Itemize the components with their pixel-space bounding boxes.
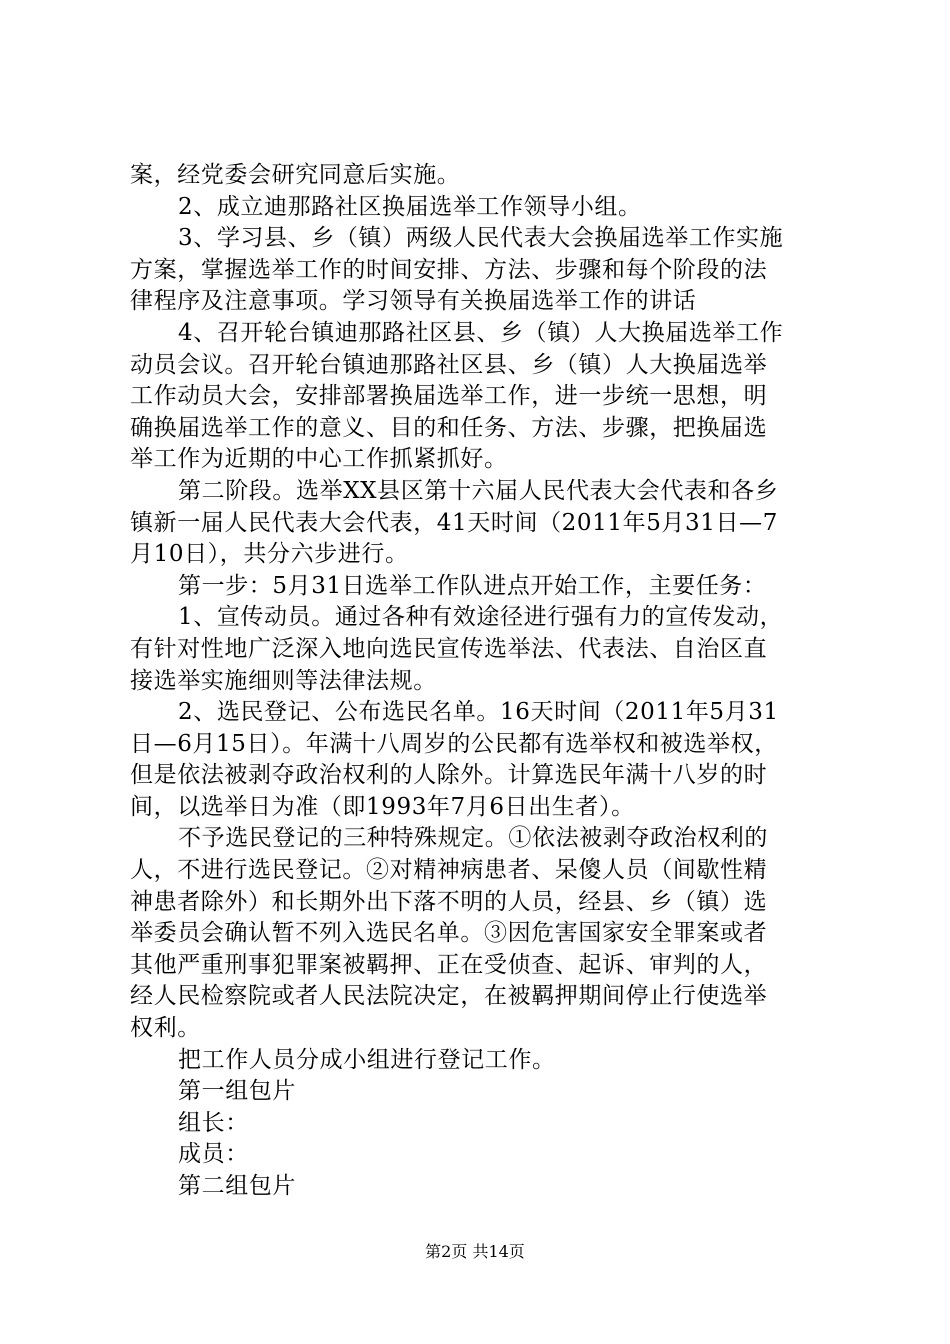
text-line: 第一步：5月31日选举工作队进点开始工作，主要任务： (178, 572, 767, 599)
page-number-footer: 第2页 共14页 (425, 1242, 525, 1261)
text-line: 经人民检察院或者人民法院决定，在被羁押期间停止行使选举 (130, 983, 768, 1010)
text-line: 月10日），共分六步进行。 (130, 541, 409, 568)
text-line: 但是依法被剥夺政治权利的人除外。计算选民年满十八岁的时 (130, 762, 768, 789)
text-line: 把工作人员分成小组进行登记工作。 (178, 1046, 556, 1073)
text-line: 接选举实施细则等法律法规。 (130, 667, 437, 694)
text-line: 案，经党委会研究同意后实施。 (130, 162, 461, 188)
text-line: 镇新一届人民代表大会代表，41天时间（2011年5月31日—7 (130, 509, 778, 536)
text-line: 3、学习县、乡（镇）两级人民代表大会换届选举工作实施 (178, 225, 784, 252)
document-body (130, 160, 830, 1203)
text-line: 其他严重刑事犯罪案被羁押、正在受侦查、起诉、审判的人， (130, 951, 768, 978)
text-line: 第二阶段。选举XX县区第十六届人民代表大会代表和各乡 (178, 477, 779, 504)
text-line: 人，不进行选民登记。②对精神病患者、呆傻人员（间歇性精 (130, 857, 768, 884)
text-line: 举委员会确认暂不列入选民名单。③因危害国家安全罪案或者 (130, 920, 768, 947)
text-line: 组长： (178, 1109, 249, 1136)
text-line: 方案，掌握选举工作的时间安排、方法、步骤和每个阶段的法 (130, 256, 768, 283)
text-line: 权利。 (130, 1015, 201, 1042)
text-line: 举工作为近期的中心工作抓紧抓好。 (130, 446, 508, 473)
text-line: 确换届选举工作的意义、目的和任务、方法、步骤，把换届选 (130, 414, 768, 441)
text-line: 动员会议。召开轮台镇迪那路社区县、乡（镇）人大换届选举 (130, 351, 768, 378)
text-line: 第二组包片 (178, 1173, 296, 1199)
text-line: 4、召开轮台镇迪那路社区县、乡（镇）人大换届选举工作 (178, 319, 784, 346)
text-line: 神患者除外）和长期外出下落不明的人员，经县、乡（镇）选 (130, 888, 768, 915)
text-line: 2、成立迪那路社区换届选举工作领导小组。 (178, 193, 642, 220)
text-line: 1、宣传动员。通过各种有效途径进行强有力的宣传发动， (178, 604, 784, 631)
text-line: 律程序及注意事项。学习领导有关换届选举工作的讲话 (130, 288, 697, 315)
text-line: 日—6月15日）。年满十八周岁的公民都有选举权和被选举权， (130, 730, 778, 757)
text-line: 2、选民登记、公布选民名单。16天时间（2011年5月31 (178, 699, 779, 726)
text-line: 有针对性地广泛深入地向选民宣传选举法、代表法、自治区直 (130, 635, 768, 662)
text-line: 第一组包片 (178, 1078, 296, 1105)
text-line: 成员： (178, 1141, 249, 1168)
text-line: 间，以选举日为准（即1993年7月6日出生者）。 (130, 793, 635, 820)
text-line: 不予选民登记的三种特殊规定。①依法被剥夺政治权利的 (178, 825, 768, 852)
text-line: 工作动员大会，安排部署换届选举工作，进一步统一思想，明 (130, 383, 768, 410)
